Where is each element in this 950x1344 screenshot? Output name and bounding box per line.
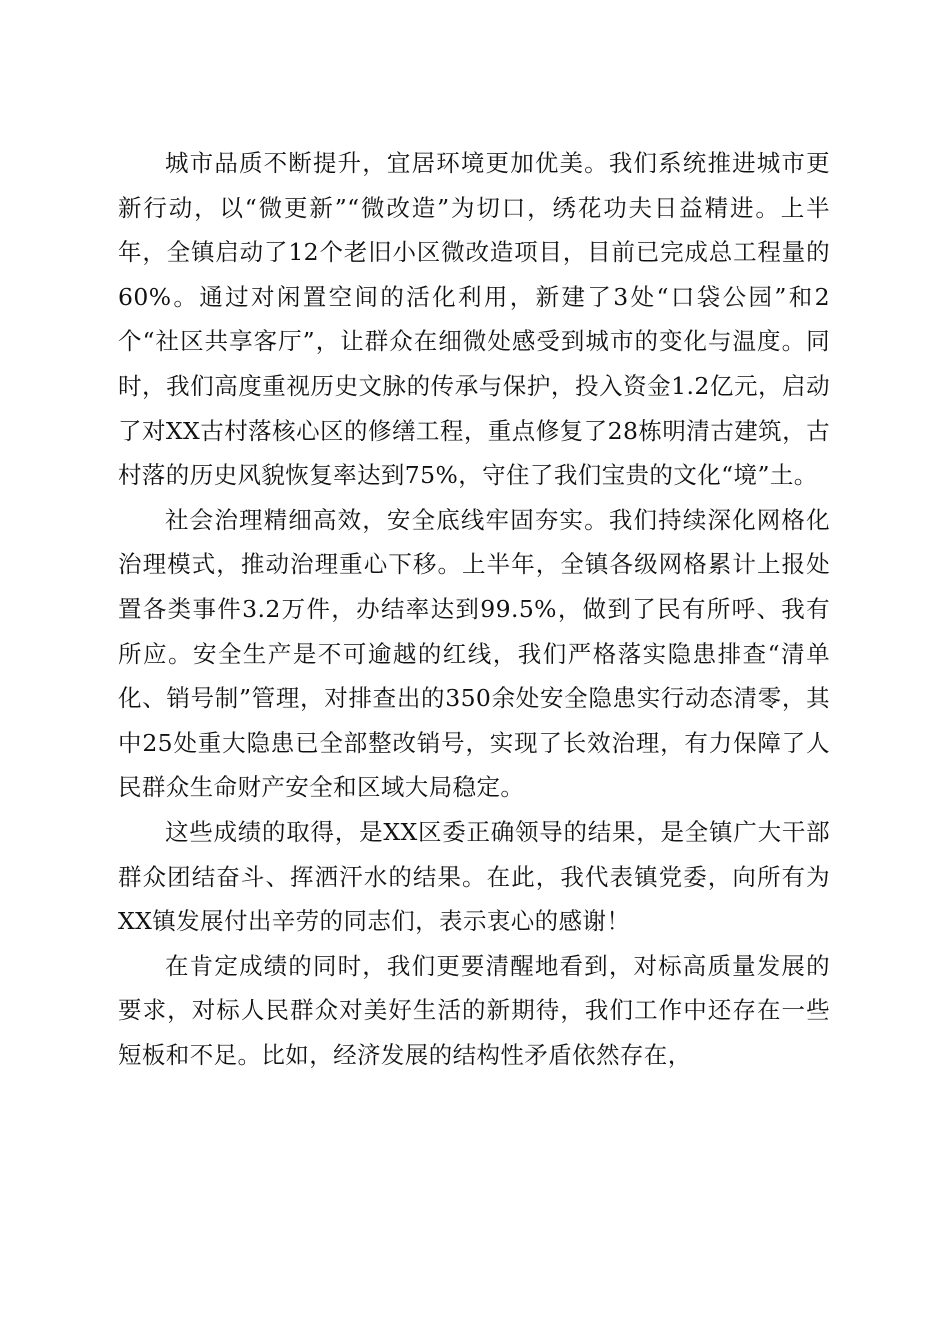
paragraph-social-governance: 社会治理精细高效，安全底线牢固夯实。我们持续深化网格化治理模式，推动治理重心下移。上半年，全镇各级网格累计上报处置各类事件3.2万件，办结率达到99.5%，做到了民有所呼、我有所应。安全生产是不可逾越的红线，我们严格落实隐患排查“清单化、销号制”管理，对排查出的350余处安全隐患实行动态清零，其中25处重大隐患已全部整改销号，实现了长效治理，有力保障了人民群众生命财产安全和区域大局稳定。: [118, 505, 830, 802]
paragraph-shortcomings: 在肯定成绩的同时，我们更要清醒地看到，对标高质量发展的要求，对标人民群众对美好生活的新期待，我们工作中还存在一些短板和不足。比如，经济发展的结构性矛盾依然存在，: [118, 951, 830, 1069]
paragraph-urban-quality: 城市品质不断提升，宜居环境更加优美。我们系统推进城市更新行动，以“微更新”“微改造”为切口，绣花功夫日益精进。上半年，全镇启动了12个老旧小区微改造项目，目前已完成总工程量的60%。通过对闲置空间的活化利用，新建了3处“口袋公园”和2个“社区共享客厅”，让群众在细微处感受到城市的变化与温度。同时，我们高度重视历史文脉的传承与保护，投入资金1.2亿元，启动了对XX古村落核心区的修缮工程，重点修复了28栋明清古建筑，古村落的历史风貌恢复率达到75%，守住了我们宝贵的文化“境”土。: [118, 149, 830, 490]
paragraph-acknowledgement: 这些成绩的取得，是XX区委正确领导的结果，是全镇广大干部群众团结奋斗、挥洒汗水的结果。在此，我代表镇党委，向所有为XX镇发展付出辛劳的同志们，表示衷心的感谢！: [118, 817, 830, 936]
document-body: [118, 141, 830, 1077]
